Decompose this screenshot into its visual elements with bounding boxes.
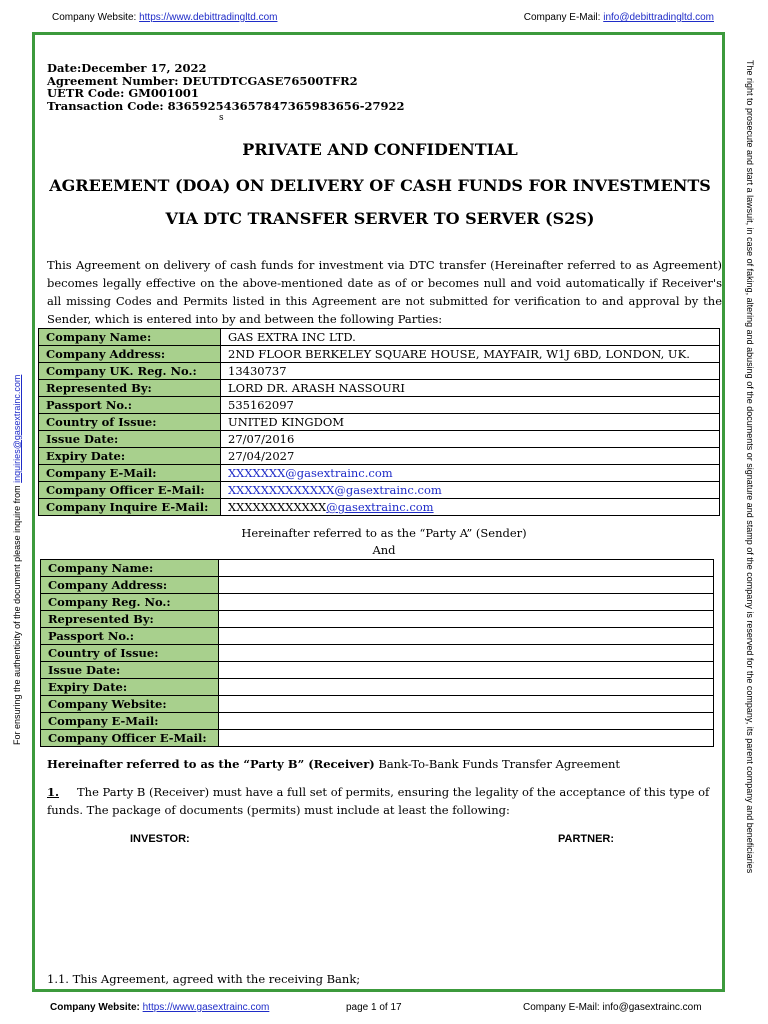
partner-signature-label: PARTNER: [558,833,615,845]
party-b-input-cell[interactable] [219,679,714,696]
party-a-label: Passport No.: [39,397,221,414]
party-b-label: Expiry Date: [41,679,219,696]
party-b-input-cell[interactable] [219,696,714,713]
footer-page-number: page 1 of 17 [346,1002,402,1013]
party-a-label: Company E-Mail: [39,465,221,482]
footer-email: Company E-Mail: info@gasextrainc.com [523,1002,702,1013]
header-email-label: Company E-Mail: [523,12,601,23]
side-note-left-email[interactable]: inquiries@gasextrainc.com [12,374,22,483]
party-b-input-cell[interactable] [219,577,714,594]
table-row [41,696,714,713]
footer-website [50,1002,269,1013]
table-row [41,628,714,645]
party-b-caption-rest: Bank-To-Bank Funds Transfer Agreement [374,757,621,771]
party-b-input-cell[interactable] [219,730,714,747]
party-b-caption [47,757,620,771]
and-separator: And [372,543,396,557]
party-b-label: Country of Issue: [41,645,219,662]
title-agreement: AGREEMENT (DOA) ON DELIVERY OF CASH FUNDS FOR INVESTMENTS [49,176,711,195]
party-a-officer-email-value[interactable]: XXXXXXXXXXXXX@gasextrainc.com [221,482,720,499]
party-a-label: Company Inquire E-Mail: [39,499,221,516]
header-email-link[interactable]: info@debittradingltd.com [603,12,714,23]
meta-uetr: UETR Code: GM001001 [47,86,199,100]
investor-signature-label: INVESTOR: [130,833,190,845]
party-a-label: Company UK. Reg. No.: [39,363,221,380]
clause-1 [47,783,722,819]
party-a-label: Company Address: [39,346,221,363]
footer-website-link[interactable]: https://www.gasextrainc.com [142,1002,270,1013]
party-b-label: Company Name: [41,560,219,577]
party-a-inquire-email-value [221,499,720,516]
clause-1-number: 1. [47,785,60,799]
table-row [39,329,720,346]
party-a-value: UNITED KINGDOM [221,414,720,431]
table-row [41,679,714,696]
party-b-input-cell[interactable] [219,662,714,679]
table-row [41,611,714,628]
clause-1-1: 1.1. This Agreement, agreed with the receiving Bank; [47,972,361,986]
inquire-email-prefix: XXXXXXXXXXXX [228,500,327,514]
meta-stray-char: s [219,113,224,123]
table-row [39,397,720,414]
title-subtitle: VIA DTC TRANSFER SERVER TO SERVER (S2S) [165,209,595,228]
party-b-input-cell[interactable] [219,560,714,577]
table-row [39,363,720,380]
table-row [39,380,720,397]
table-row [41,645,714,662]
party-a-label: Represented By: [39,380,221,397]
title-confidential: PRIVATE AND CONFIDENTIAL [242,140,518,159]
party-a-value: GAS EXTRA INC LTD. [221,329,720,346]
party-b-caption-bold: Hereinafter referred to as the “Party B” (Receiver) [47,757,375,771]
table-row [41,730,714,747]
party-b-label: Company Address: [41,577,219,594]
table-row [41,594,714,611]
party-a-value: 535162097 [221,397,720,414]
party-a-label: Expiry Date: [39,448,221,465]
table-row [39,465,720,482]
party-b-input-cell[interactable] [219,645,714,662]
table-row [41,713,714,730]
party-b-input-cell[interactable] [219,628,714,645]
table-row [39,431,720,448]
party-b-label: Issue Date: [41,662,219,679]
party-b-label: Represented By: [41,611,219,628]
party-a-value: 27/07/2016 [221,431,720,448]
party-a-value: 27/04/2027 [221,448,720,465]
party-b-input-cell[interactable] [219,594,714,611]
party-a-label: Company Name: [39,329,221,346]
table-row [39,346,720,363]
intro-paragraph: This Agreement on delivery of cash funds for investment via DTC transfer (Hereinafter referred to as Agreement) becomes legally effective on the above-mentioned date as of or becomes null and void automatically if Receiver's all missing Codes and Permits listed in this Agreement are not submitted for verification to and approval by the Sender, which is entered into by and between the following Parties: [47,258,722,326]
party-a-value: 2ND FLOOR BERKELEY SQUARE HOUSE, MAYFAIR, W1J 6BD, LONDON, UK. [221,346,720,363]
agreement-meta [47,62,405,125]
clause-1-text: The Party B (Receiver) must have a full set of permits, ensuring the legality of the acceptance of this type of funds. The package of documents (permits) must include at least the following: [47,785,710,817]
footer-website-label: Company Website: [50,1002,140,1013]
table-row [39,414,720,431]
meta-agreement-number: Agreement Number: DEUTDTCGASE76500TFR2 [47,73,358,88]
side-note-left-text: For ensuring the authenticity of the document please inquire from [12,485,22,745]
party-b-label: Company Reg. No.: [41,594,219,611]
inquire-email-link[interactable]: @gasextrainc.com [326,500,434,514]
table-row [41,560,714,577]
party-a-value: LORD DR. ARASH NASSOURI [221,380,720,397]
meta-transaction: Transaction Code: 836592543657847365983656-27922 [47,98,405,113]
party-a-caption: Hereinafter referred to as the “Party A” (Sender) [241,526,527,540]
party-a-table [38,328,720,516]
table-row [41,662,714,679]
party-a-label: Country of Issue: [39,414,221,431]
party-b-input-cell[interactable] [219,713,714,730]
table-row [39,482,720,499]
party-a-label: Company Officer E-Mail: [39,482,221,499]
table-row [41,577,714,594]
header-website-label: Company Website: [52,12,137,23]
table-row [39,499,720,516]
party-b-label: Company Website: [41,696,219,713]
party-b-input-cell[interactable] [219,611,714,628]
party-a-value: 13430737 [221,363,720,380]
party-b-table [40,559,714,747]
party-a-email-value[interactable]: XXXXXXX@gasextrainc.com [221,465,720,482]
table-row [39,448,720,465]
header-email [524,12,714,23]
party-b-label: Company E-Mail: [41,713,219,730]
meta-date: Date:December 17, 2022 [47,61,207,75]
header-website-link[interactable]: https://www.debittradingltd.com [139,12,278,23]
side-note-right: The right to prosecute and start a lawsuit, in case of faking, altering and abusing of the documents or signature and stamp of the company is reserved for the company, its parent company and beneficiaries [745,60,755,874]
party-b-label: Passport No.: [41,628,219,645]
header-website [52,12,277,23]
party-a-label: Issue Date: [39,431,221,448]
party-b-label: Company Officer E-Mail: [41,730,219,747]
